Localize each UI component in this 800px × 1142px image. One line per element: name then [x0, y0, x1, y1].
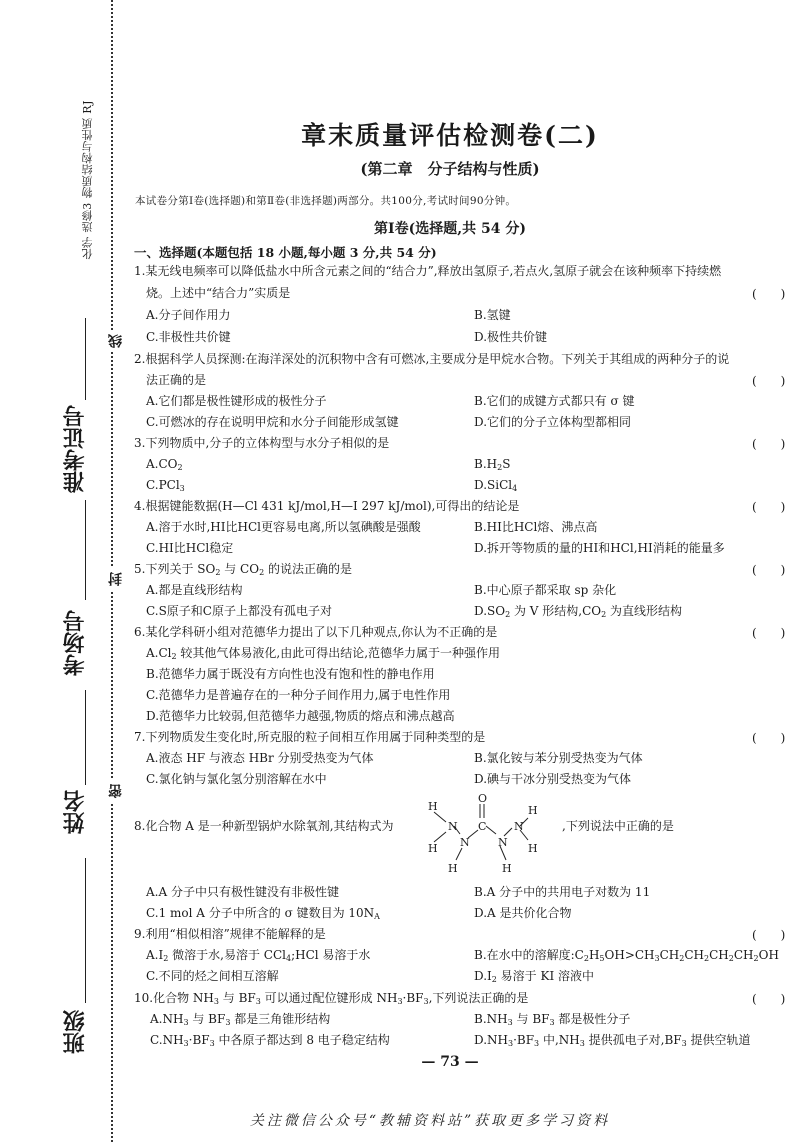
- q2-answer-blank[interactable]: ( ): [752, 374, 786, 388]
- text-segment: 中,NH: [539, 1033, 580, 1047]
- subscript: 2: [753, 954, 759, 963]
- q8-atom-h2: H: [428, 842, 438, 855]
- q8-option-c[interactable]: [146, 905, 380, 925]
- subscript: 2: [583, 954, 589, 963]
- subscript: A: [374, 912, 380, 921]
- text-segment: 微溶于水,易溶于 CCl: [168, 948, 286, 962]
- q4-answer-blank[interactable]: ( ): [752, 500, 786, 514]
- seal-mark-secret: 密: [106, 780, 126, 802]
- text-segment: ·BF: [513, 1033, 535, 1047]
- paper-intro: 本试卷分第Ⅰ卷(选择题)和第Ⅱ卷(非选择题)两部分。共100分,考试时间90分钟。: [135, 195, 517, 207]
- q3-option-b[interactable]: [474, 456, 510, 476]
- paper-subtitle: (第二章 分子结构与性质): [360, 160, 540, 178]
- q7-answer-blank[interactable]: ( ): [752, 731, 786, 745]
- q5-answer-blank[interactable]: ( ): [752, 563, 786, 577]
- q8-option-a[interactable]: A.A 分子中只有极性键没有非极性键: [146, 885, 339, 899]
- text-segment: 为直线形结构: [606, 604, 683, 618]
- subscript: 2: [163, 954, 169, 963]
- q9-option-c[interactable]: C.不同的烃之间相互溶解: [146, 969, 279, 983]
- q8-atom-n1: N: [448, 820, 458, 833]
- side-subject-label: 化学 选修3 物质结构与性质 RJ: [81, 100, 94, 260]
- name-field[interactable]: [85, 690, 86, 785]
- subscript: 2: [491, 975, 497, 984]
- q7-option-c[interactable]: C.氯化钠与氯化氢分别溶解在水中: [146, 772, 327, 786]
- q4-option-d[interactable]: D.拆开等物质的量的HI和HCl,HI消耗的能量多: [474, 541, 725, 555]
- text-segment: ·BF: [402, 991, 424, 1005]
- exam-room-label: 考场号: [63, 610, 88, 676]
- text-segment: OH: [758, 948, 779, 962]
- text-segment: 都是极性分子: [554, 1012, 631, 1026]
- subscript: 3: [397, 997, 403, 1006]
- q6-answer-blank[interactable]: ( ): [752, 626, 786, 640]
- q8-atom-h4: H: [502, 862, 512, 875]
- q4-stem: 4.根据键能数据(H—Cl 431 kJ/mol,H—I 297 kJ/mol),可得出的结论是: [134, 499, 520, 513]
- text-segment: C.1 mol A 分子中所含的 σ 键数目为 10N: [146, 906, 375, 920]
- q1-answer-blank[interactable]: ( ): [752, 287, 786, 301]
- q10-option-d[interactable]: [474, 1032, 751, 1052]
- subscript: 3: [549, 1018, 555, 1027]
- text-segment: D.NH: [474, 1033, 508, 1047]
- subscript: 3: [423, 997, 429, 1006]
- q2-stem-line1: 2.根据科学人员探测:在海洋深处的沉积物中含有可燃冰,主要成分是甲烷水合物。下列关于其组成的两种分子的说: [134, 352, 730, 366]
- text-segment: C.PCl: [146, 478, 180, 492]
- subscript: 5: [599, 954, 605, 963]
- footer-note: 关注微信公众号“教辅资料站”获取更多学习资料: [249, 1113, 611, 1129]
- q2-option-a[interactable]: A.它们都是极性键形成的极性分子: [146, 394, 327, 408]
- text-segment: 与 BF: [188, 1012, 226, 1026]
- q3-option-c[interactable]: [146, 477, 185, 497]
- q10-option-c[interactable]: [150, 1032, 390, 1052]
- class-field[interactable]: [85, 858, 86, 1003]
- q9-option-b[interactable]: [474, 947, 779, 967]
- q2-stem-line2: 法正确的是: [146, 373, 207, 387]
- subscript: 2: [171, 652, 177, 661]
- q10-option-b[interactable]: [474, 1011, 630, 1031]
- subscript: 2: [728, 954, 734, 963]
- subscript: 3: [213, 997, 219, 1006]
- text-segment: A.Cl: [146, 646, 172, 660]
- subscript: 2: [601, 610, 607, 619]
- q6-stem: 6.某化学科研小组对范德华力提出了以下几种观点,你认为不正确的是: [134, 625, 498, 639]
- q9-option-a[interactable]: [146, 947, 370, 967]
- q4-option-a[interactable]: A.溶于水时,HI比HCl更容易电离,所以氢碘酸是强酸: [146, 520, 421, 534]
- text-segment: 提供孤电子对,BF: [584, 1033, 682, 1047]
- q8-atom-n2: N: [460, 836, 470, 849]
- q8-atom-h5: H: [528, 804, 538, 817]
- subscript: 3: [179, 484, 185, 493]
- q4-option-b[interactable]: B.HI比HCl熔、沸点高: [474, 520, 598, 534]
- subscript: 3: [507, 1018, 513, 1027]
- subscript: 3: [209, 1039, 215, 1048]
- name-label: 姓名: [63, 790, 88, 834]
- text-segment: 与 CO: [220, 562, 260, 576]
- q10-answer-blank[interactable]: ( ): [752, 992, 786, 1006]
- part-title: 一、选择题(本题包括 18 小题,每小题 3 分,共 54 分): [134, 245, 437, 260]
- q5-option-d[interactable]: [474, 603, 682, 623]
- ticket-number-label: 准考证号: [63, 405, 88, 493]
- text-segment: ;HCl 易溶于水: [291, 948, 371, 962]
- subscript: 3: [507, 1039, 514, 1048]
- text-segment: ,下列说法正确的是: [428, 991, 529, 1005]
- text-segment: 易溶于 KI 溶液中: [496, 969, 594, 983]
- q5-stem: [134, 561, 352, 581]
- q8-option-d[interactable]: D.A 是共价化合物: [474, 906, 572, 920]
- q6-option-c[interactable]: C.范德华力是普遍存在的一种分子间作用力,属于电性作用: [146, 688, 451, 702]
- q6-option-a[interactable]: [146, 645, 500, 665]
- q3-answer-blank[interactable]: ( ): [752, 437, 786, 451]
- q3-option-a[interactable]: [146, 456, 183, 476]
- q1-option-c[interactable]: C.非极性共价键: [146, 330, 231, 344]
- q1-option-b[interactable]: B.氢键: [474, 308, 511, 322]
- text-segment: 较其他气体易液化,由此可得出结论,范德华力属于一种强作用: [176, 646, 501, 660]
- text-segment: OH>CH: [604, 948, 655, 962]
- q4-option-c[interactable]: C.HI比HCl稳定: [146, 541, 234, 555]
- page-number: — 73 —: [421, 1054, 479, 1070]
- subscript: 3: [255, 997, 261, 1006]
- section-title: 第Ⅰ卷(选择题,共 54 分): [374, 221, 526, 237]
- text-segment: C.NH: [150, 1033, 184, 1047]
- q10-stem: [134, 990, 528, 1010]
- q9-answer-blank[interactable]: ( ): [752, 928, 786, 942]
- q9-option-d[interactable]: [474, 968, 594, 988]
- text-segment: D.SiCl: [474, 478, 513, 492]
- subscript: 2: [177, 463, 183, 472]
- subscript: 4: [285, 954, 292, 963]
- text-segment: B.H: [474, 457, 498, 471]
- q5-option-c[interactable]: C.S原子和C原子上都没有孤电子对: [146, 604, 332, 618]
- q8-atom-h3: H: [448, 862, 458, 875]
- ticket-number-field[interactable]: [85, 318, 86, 400]
- subscript: 2: [704, 954, 710, 963]
- subscript: 2: [215, 568, 221, 577]
- q8-option-b[interactable]: B.A 分子中的共用电子对数为 11: [474, 885, 651, 899]
- subscript: 2: [259, 568, 265, 577]
- subscript: 3: [225, 1018, 231, 1027]
- text-segment: A.NH: [150, 1012, 184, 1026]
- q7-stem: 7.下列物质发生变化时,所克服的粒子间相互作用属于同种类型的是: [134, 730, 486, 744]
- q1-option-a[interactable]: A.分子间作用力: [146, 308, 231, 322]
- text-segment: 为 V 形结构,CO: [510, 604, 602, 618]
- q8-atom-o: O: [478, 792, 488, 805]
- text-segment: CH: [733, 948, 754, 962]
- paper-title: 章末质量评估检测卷(二): [301, 121, 599, 150]
- q7-option-a[interactable]: A.液态 HF 与液态 HBr 分别受热变为气体: [146, 751, 374, 765]
- subscript: 3: [681, 1039, 687, 1048]
- subscript: 2: [505, 610, 511, 619]
- q8-atom-n4: N: [514, 820, 524, 833]
- text-segment: 中各原子都达到 8 电子稳定结构: [214, 1033, 390, 1047]
- q5-option-a[interactable]: A.都是直线形结构: [146, 583, 243, 597]
- subscript: 3: [183, 1039, 189, 1048]
- seal-mark-seal: 封: [106, 568, 126, 590]
- q8-atom-c: C: [478, 820, 487, 833]
- subscript: 3: [654, 954, 660, 963]
- text-segment: A.CO: [146, 457, 178, 471]
- text-segment: S: [502, 457, 511, 471]
- q8-structural-formula: [420, 790, 560, 880]
- text-segment: B.NH: [474, 1012, 508, 1026]
- q2-option-b[interactable]: B.它们的成键方式都只有 σ 键: [474, 394, 635, 408]
- q3-option-d[interactable]: [474, 477, 517, 497]
- text-segment: 可以通过配位键形成 NH: [260, 991, 398, 1005]
- q6-option-d[interactable]: D.范德华力比较弱,但范德华力越强,物质的熔点和沸点越高: [146, 709, 455, 723]
- q9-stem: 9.利用“相似相溶”规律不能解释的是: [134, 927, 326, 941]
- subscript: 2: [497, 463, 503, 472]
- text-segment: CH: [659, 948, 680, 962]
- text-segment: B.在水中的溶解度:C: [474, 948, 584, 962]
- q8-atom-h1: H: [428, 800, 438, 813]
- subscript: 3: [183, 1018, 189, 1027]
- text-segment: H: [588, 948, 600, 962]
- q3-stem: 3.下列物质中,分子的立体构型与水分子相似的是: [134, 436, 390, 450]
- text-segment: 5.下列关于 SO: [134, 562, 216, 576]
- subscript: 3: [579, 1039, 585, 1048]
- text-segment: 10.化合物 NH: [134, 991, 214, 1005]
- text-segment: 与 BF: [512, 1012, 550, 1026]
- q6-option-b[interactable]: B.范德华力属于既没有方向性也没有饱和性的静电作用: [146, 667, 435, 681]
- text-segment: 的说法正确的是: [264, 562, 352, 576]
- q1-stem-line1: 1.某无线电频率可以降低盐水中所含元素之间的“结合力”,释放出氢原子,若点火,氢原子就会在该种频率下持续燃: [134, 264, 722, 278]
- text-segment: D.SO: [474, 604, 506, 618]
- q7-option-b[interactable]: B.氯化铵与苯分别受热变为气体: [474, 751, 643, 765]
- text-segment: 都是三角锥形结构: [230, 1012, 331, 1026]
- text-segment: ·BF: [188, 1033, 210, 1047]
- subscript: 2: [679, 954, 685, 963]
- q8-atom-n3: N: [498, 836, 508, 849]
- exam-room-field[interactable]: [85, 500, 86, 600]
- text-segment: 与 BF: [218, 991, 256, 1005]
- text-segment: CH: [684, 948, 705, 962]
- q8-stem-post: ,下列说法中正确的是: [562, 819, 674, 833]
- text-segment: A.I: [146, 948, 164, 962]
- q2-option-d[interactable]: D.它们的分子立体构型都相同: [474, 415, 632, 429]
- class-label: 班级: [63, 1010, 88, 1054]
- q5-option-b[interactable]: B.中心原子都采取 sp 杂化: [474, 583, 617, 597]
- subscript: 4: [512, 484, 518, 493]
- q8-stem-pre: 8.化合物 A 是一种新型锅炉水除氧剂,其结构式为: [134, 819, 394, 833]
- q1-option-d[interactable]: D.极性共价键: [474, 330, 548, 344]
- q10-option-a[interactable]: [150, 1011, 330, 1031]
- q8-atom-h6: H: [528, 842, 538, 855]
- text-segment: D.I: [474, 969, 492, 983]
- q7-option-d[interactable]: D.碘与干冰分别受热变为气体: [474, 772, 632, 786]
- q2-option-c[interactable]: C.可燃冰的存在说明甲烷和水分子间能形成氢键: [146, 415, 399, 429]
- text-segment: CH: [709, 948, 729, 962]
- text-segment: 提供空轨道: [686, 1033, 751, 1047]
- subscript: 3: [534, 1039, 540, 1048]
- q1-stem-line2: 烧。上述中“结合力”实质是: [146, 286, 291, 300]
- seal-mark-line: 线: [106, 330, 126, 352]
